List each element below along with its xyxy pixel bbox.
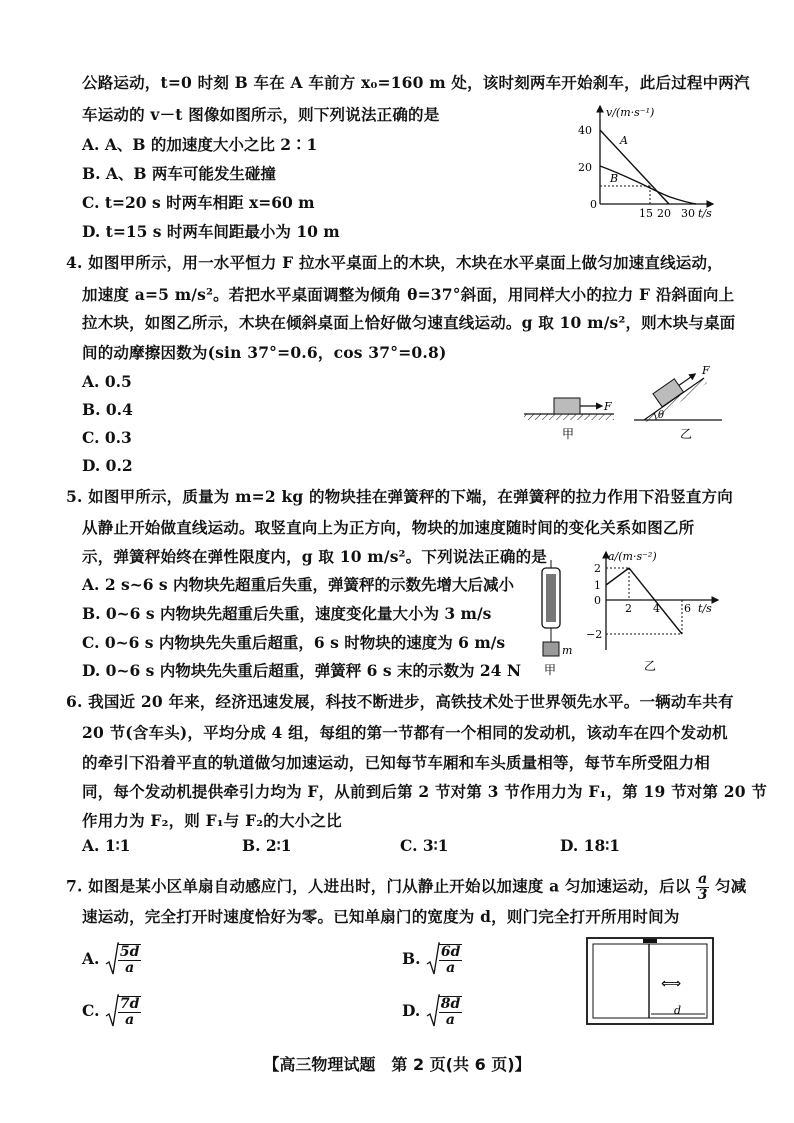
q7-option-b	[402, 942, 462, 978]
q7-sqrt-a	[105, 942, 119, 978]
q4-label-yi: 乙	[680, 427, 693, 441]
q3-option-b: B. A、B 两车可能发生碰撞	[82, 164, 276, 183]
q5-ytick-0: 0	[594, 594, 601, 607]
q7-option-b-letter: B.	[402, 949, 421, 968]
q7-sqrt-d	[426, 994, 440, 1030]
q7-line1	[66, 872, 746, 903]
q7-door-figure	[585, 934, 715, 1028]
q5-label-jia: 甲	[544, 663, 557, 677]
q5-spring-scale	[528, 560, 578, 678]
q7-option-a	[82, 942, 141, 978]
q3-ytick-40: 40	[578, 124, 592, 137]
q5-xtick-4: 4	[653, 602, 660, 615]
q7-option-a-den: a	[125, 960, 135, 976]
page-footer: 【高三物理试题 第 2 页(共 6 页)】	[263, 1055, 531, 1074]
q5-xtick-2: 2	[625, 602, 632, 615]
q5-mass-block	[543, 642, 559, 656]
q4-option-b: B. 0.4	[82, 400, 133, 419]
q5-ytick-2: 2	[594, 562, 601, 575]
q5-ytick-neg2: −2	[586, 628, 603, 641]
q3-vt-graph	[578, 100, 718, 222]
q7-line2: 速运动，完全打开时速度恰好为零。已知单扇门的宽度为 d，则门完全打开所用时间为	[82, 907, 680, 926]
q5-line1: 5. 如图甲所示，质量为 m=2 kg 的物块挂在弹簧秤的下端，在弹簧秤的拉力作用下沿竖直方向	[66, 487, 733, 506]
q7-line1-tail: 匀减	[715, 876, 747, 896]
q5-option-d: D. 0~6 s 内物块先失重后超重，弹簧秤 6 s 末的示数为 24 N	[82, 661, 521, 680]
q4-line2: 加速度 a=5 m/s²。若把水平桌面调整为倾角 θ=37°斜面，用同样大小的拉力 F 沿斜面向上	[82, 285, 735, 304]
q7-frac-num: a	[698, 871, 708, 887]
q4-option-d: D. 0.2	[82, 456, 133, 475]
q7-sqrt-c	[105, 994, 119, 1030]
q7-option-c-den: a	[125, 1012, 135, 1028]
q4-figures	[522, 362, 732, 444]
q7-double-arrow-icon: ⟺	[661, 976, 682, 992]
q5-at-graph	[584, 548, 724, 678]
q5-line2: 从静止开始做直线运动。取竖直向上为正方向，物块的加速度随时间的变化关系如图乙所	[82, 518, 695, 537]
q6-line2: 20 节(含车头)，平均分成 4 组，每组的第一节都有一个相同的发动机，该动车在四个发动机	[82, 723, 728, 742]
q7-option-a-letter: A.	[82, 949, 100, 968]
q7-option-d	[402, 994, 462, 1030]
q5-xtick-6: 6	[684, 602, 691, 615]
q5-option-c: C. 0~6 s 内物块先失重后超重，6 s 时物块的速度为 6 m/s	[82, 633, 506, 652]
q7-option-c-letter: C.	[82, 1001, 100, 1020]
q7-option-d-letter: D.	[402, 1001, 421, 1020]
q3-xtick-30: 30	[681, 207, 695, 220]
q4-force-label-jia: F	[604, 400, 612, 413]
q3-xlabel: t/s	[698, 207, 712, 220]
q7-option-c-num: 7d	[119, 996, 140, 1012]
q3-line2: 车运动的 v－t 图像如图所示，则下列说法正确的是	[82, 105, 440, 124]
q4-line3: 拉木块，如图乙所示，木块在倾斜桌面上恰好做匀速直线运动。g 取 10 m/s²，则木块与桌面	[82, 313, 736, 332]
q7-frac-den: 3	[697, 887, 708, 903]
q4-theta: θ	[658, 410, 665, 421]
q3-ytick-20: 20	[578, 161, 592, 174]
q4-force-label-yi: F	[702, 364, 710, 377]
q4-table-surface	[524, 414, 614, 420]
q7-option-d-den: a	[445, 1012, 455, 1028]
q5-xlabel: t/s	[698, 602, 712, 615]
q3-label-b: B	[610, 172, 619, 185]
q5-segment-2-6	[629, 568, 682, 634]
q3-ylabel: v/(m·s⁻¹)	[606, 106, 655, 119]
q5-mass-label: m	[562, 644, 573, 657]
q7-option-b-den: a	[446, 960, 456, 976]
q3-xtick-20: 20	[657, 207, 671, 220]
q7-option-d-num: 8d	[440, 996, 461, 1012]
q6-option-d: D. 18∶1	[560, 836, 621, 855]
q5-ylabel: a/(m·s⁻²)	[608, 550, 657, 563]
q3-label-a: A	[620, 134, 628, 147]
q7-line1-text: 7. 如图是某小区单扇自动感应门，人进出时，门从静止开始以加速度 a 匀加速运动，后以	[66, 876, 691, 896]
q3-ytick-0: 0	[590, 198, 597, 211]
q3-line1: 公路运动，t=0 时刻 B 车在 A 车前方 x₀=160 m 处，该时刻两车开始刹车，此后过程中两汽	[82, 73, 750, 92]
q4-option-c: C. 0.3	[82, 428, 132, 447]
q5-option-b: B. 0~6 s 内物块先超重后失重，速度变化量大小为 3 m/s	[82, 604, 492, 623]
q5-line3: 示，弹簧秤始终在弹性限度内，g 取 10 m/s²。下列说法正确的是	[82, 547, 547, 566]
q7-option-c	[82, 994, 141, 1030]
q4-line4: 间的动摩擦因数为(sin 37°=0.6，cos 37°=0.8)	[82, 343, 447, 362]
q7-option-a-num: 5d	[119, 944, 140, 960]
q6-option-a: A. 1∶1	[82, 836, 131, 855]
q7-door-width-label: d	[674, 1004, 682, 1017]
q7-fraction	[696, 872, 709, 903]
q5-option-a: A. 2 s~6 s 内物块先超重后失重，弹簧秤的示数先增大后减小	[82, 575, 515, 594]
q5-ytick-1: 1	[594, 579, 601, 592]
q7-sqrt-b	[426, 942, 440, 978]
q6-option-c: C. 3∶1	[400, 836, 449, 855]
q4-block-jia	[554, 398, 580, 414]
q6-line1: 6. 我国近 20 年来，经济迅速发展，科技不断进步，高铁技术处于世界领先水平。一辆动车共有	[66, 692, 734, 711]
q4-force-arrow-yi	[679, 374, 695, 385]
q3-option-d: D. t=15 s 时两车间距最小为 10 m	[82, 222, 340, 241]
q3-option-a: A. A、B 的加速度大小之比 2∶1	[82, 135, 318, 154]
q5-segment-0-2	[606, 568, 629, 585]
q4-line1: 4. 如图甲所示，用一水平恒力 F 拉水平桌面上的木块，木块在水平桌面上做匀加速直线运动，	[66, 253, 723, 272]
q7-option-b-num: 6d	[440, 944, 461, 960]
q4-option-a: A. 0.5	[82, 372, 132, 391]
q6-line3: 的牵引下沿着平直的轨道做匀加速运动，已知每节车厢和车头质量相等，每节车所受阻力相	[82, 753, 711, 772]
q6-option-b: B. 2∶1	[242, 836, 292, 855]
q4-label-jia: 甲	[562, 427, 575, 441]
q3-xtick-15: 15	[639, 207, 653, 220]
q5-label-yi: 乙	[644, 659, 657, 673]
q3-line-a	[600, 130, 669, 204]
q6-line4: 同，每个发动机提供牵引力均为 F，从前到后第 2 节对第 3 节作用力为 F₁，第 19 节对第 20 节	[82, 782, 768, 801]
q3-option-c: C. t=20 s 时两车相距 x=60 m	[82, 193, 315, 212]
q6-line5: 作用力为 F₂，则 F₁与 F₂的大小之比	[82, 811, 342, 830]
